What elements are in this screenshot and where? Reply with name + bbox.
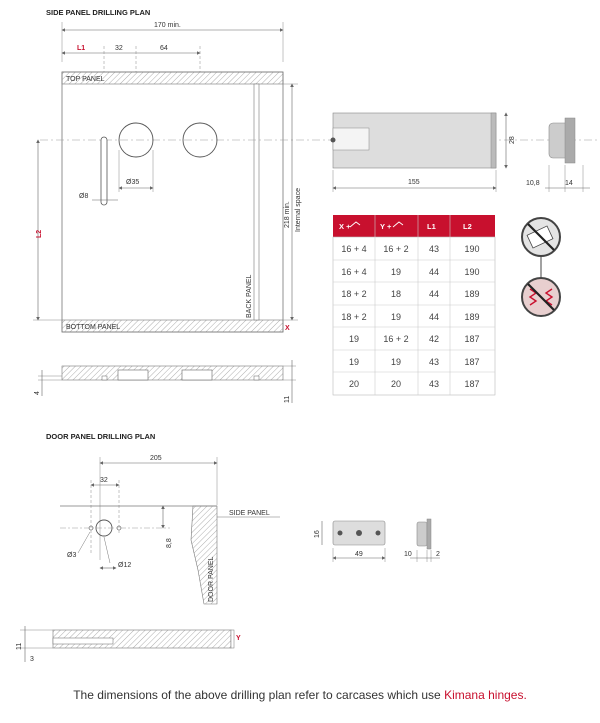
dim-10-8: 10,8 [526,180,540,187]
table-cell: 43 [428,357,440,367]
table-header-l1: L1 [427,222,436,231]
table-cell: 19 [348,357,360,367]
dim-8-8: 8,8 [166,538,173,548]
dim-28: 28 [509,136,516,144]
dim-155: 155 [408,179,420,186]
door-dim-3: 3 [30,656,34,663]
dia-12: Ø12 [118,562,132,569]
door-dim-11: 11 [16,642,23,650]
dim-49: 49 [355,551,363,558]
internal-space-label: Internal space [295,188,302,232]
table-cell: 189 [464,289,480,299]
dim-170-min: 170 min. [154,22,181,29]
door-dim-32: 32 [100,477,108,484]
back-panel-label: BACK PANEL [246,274,253,318]
table-cell: 16 + 4 [341,244,367,254]
table-cell: 19 [390,312,402,322]
caption-text: The dimensions of the above drilling plan refer to carcases which use [73,688,445,702]
table-header-y: Y + [380,222,392,231]
l1-label: L1 [77,45,86,52]
x-label: X [285,325,290,332]
table-cell: 189 [464,312,480,322]
dim-4: 4 [34,391,41,395]
table-cell: 16 + 4 [341,267,367,277]
dim-14: 14 [565,180,573,187]
back-panel [254,84,259,320]
table-header-l2: L2 [463,222,472,231]
y-label: Y [236,635,241,642]
dim-218-min: 218 min. [284,201,291,228]
dia-8: Ø8 [79,193,89,200]
l2-label: L2 [36,229,43,238]
hole-8-slot [101,137,107,205]
table-cell: 19 [390,267,402,277]
table-cell: 18 + 2 [341,312,367,322]
dim-11-side: 11 [284,395,291,403]
side-plan-title: SIDE PANEL DRILLING PLAN [46,8,151,17]
dia-35: Ø35 [126,179,140,186]
table-cell: 187 [464,379,480,389]
door-panel-label: DOOR PANEL [208,556,215,602]
no-overlap-warning-icon [522,218,560,256]
dim-2: 2 [436,551,440,558]
table-cell: 44 [428,289,440,299]
door-plan-title: DOOR PANEL DRILLING PLAN [46,432,156,441]
table-cell: 187 [464,357,480,367]
table-cell: 187 [464,334,480,344]
hinge-cup-side [417,522,427,546]
table-body [333,215,495,395]
table-cell: 19 [390,357,402,367]
dim-16: 16 [314,530,321,538]
top-panel-label: TOP PANEL [66,76,105,83]
kimana-hinges-link[interactable]: Kimana hinges. [444,688,527,702]
side-panel-label: SIDE PANEL [229,510,270,517]
dim-205: 205 [150,455,162,462]
table-cell: 18 + 2 [341,289,367,299]
table-cell: 42 [428,334,440,344]
dim-32: 32 [115,45,123,52]
table-cell: 20 [348,379,360,389]
table-cell: 43 [428,244,440,254]
table-cell: 19 [348,334,360,344]
table-cell: 16 + 2 [383,334,409,344]
table-cell: 20 [390,379,402,389]
dia-3: Ø3 [67,552,77,559]
dim-10: 10 [404,551,412,558]
table-cell: 43 [428,379,440,389]
dim-64: 64 [160,45,168,52]
table-cell: 18 [390,289,402,299]
table-cell: 190 [464,244,480,254]
table-cell: 44 [428,312,440,322]
table-header-x: X + [339,222,351,231]
no-compression-warning-icon [522,278,560,316]
table-cell: 190 [464,267,480,277]
table-cell: 44 [428,267,440,277]
table-cell: 16 + 2 [383,244,409,254]
caption [0,688,600,702]
bottom-panel-label: BOTTOM PANEL [66,324,121,331]
side-panel-section [62,366,283,380]
